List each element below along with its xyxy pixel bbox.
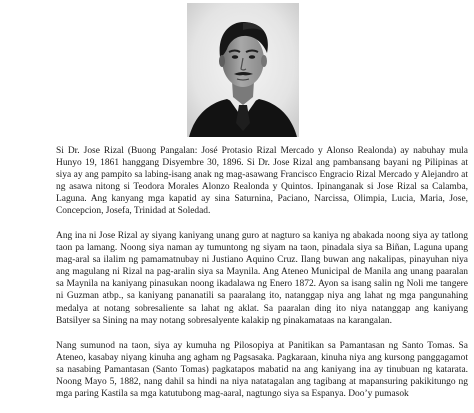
portrait-image [187, 3, 299, 137]
biography-text [56, 145, 468, 413]
paragraph-2: Ang ina ni Jose Rizal ay siyang kaniyang unang guro at nagturo sa kaniya ng abakada noong siya ay tatlong taon pa lamang. Noong siya naman ay tumuntong ng siyam na taon, pinadala siya sa Biñan, Laguna upang mag-aral sa ilalim ng pamamatnubay ni Justiano Aquino Cruz. Ilang buwan ang nakalipas, pinayuhan niya ang magulang ni Rizal na pag-aralin siya sa Maynila. Ang Ateneo Municipal de Manila ang unang paaralan sa Maynila na kaniyang pinasukan noong ikadalawa ng Enero 1872. Ayon sa isang salin ng Noli me tangere ni Guzman atbp., sa kaniyang pananatili sa paaralang ito, natanggap niya ang lahat ng mga pangunahing medalya at notang sobresaliente sa lahat ng aklat. Sa paaralan ding ito niya natanggap ang kaniyang Batsilyer sa Sining na may notang sobresalyente kalakip ng pinakamataas na karangalan. [56, 230, 468, 326]
paragraph-3: Nang sumunod na taon, siya ay kumuha ng Pilosopiya at Panitikan sa Pamantasan ng Santo Tomas. Sa Ateneo, kasabay niyang kinuha ang agham ng Pagsasaka. Pagkaraan, kinuha niya ang kursong panggagamot sa nasabing Pamantasan (Santo Tomas) pagkatapos mabatid na ang kaniyang ina ay tinubuan ng katarata. Noong Mayo 5, 1882, nang dahil sa hindi na niya natatagalan ang tagibang at mapansuring pakikitungo ng mga paring Kastila sa mga katutubong mag-aaral, nagtungo siya sa Espanya. Doo’y pumasok [56, 340, 468, 400]
paragraph-1: Si Dr. Jose Rizal (Buong Pangalan: José Protasio Rizal Mercado y Alonso Realonda) ay nabuhay mula Hunyo 19, 1861 hanggang Disyembre 30, 1896. Si Dr. Jose Rizal ang pambansang bayani ng Pilipinas at siya ay ang pampito sa labing-isang anak ng mag-asawang Francisco Engracio Rizal Mercado y Alejandro at ng asawa nitong si Teodora Morales Alonzo Realonda y Quintos. Ipinanganak si Jose Rizal sa Calamba, Laguna. Ang kanyang mga kapatid ay sina Saturnina, Paciano, Narcissa, Olimpia, Lucia, Maria, Jose, Concepcion, Josefa, Trinidad at Soledad. [56, 146, 468, 217]
jose-rizal-portrait [187, 3, 299, 137]
